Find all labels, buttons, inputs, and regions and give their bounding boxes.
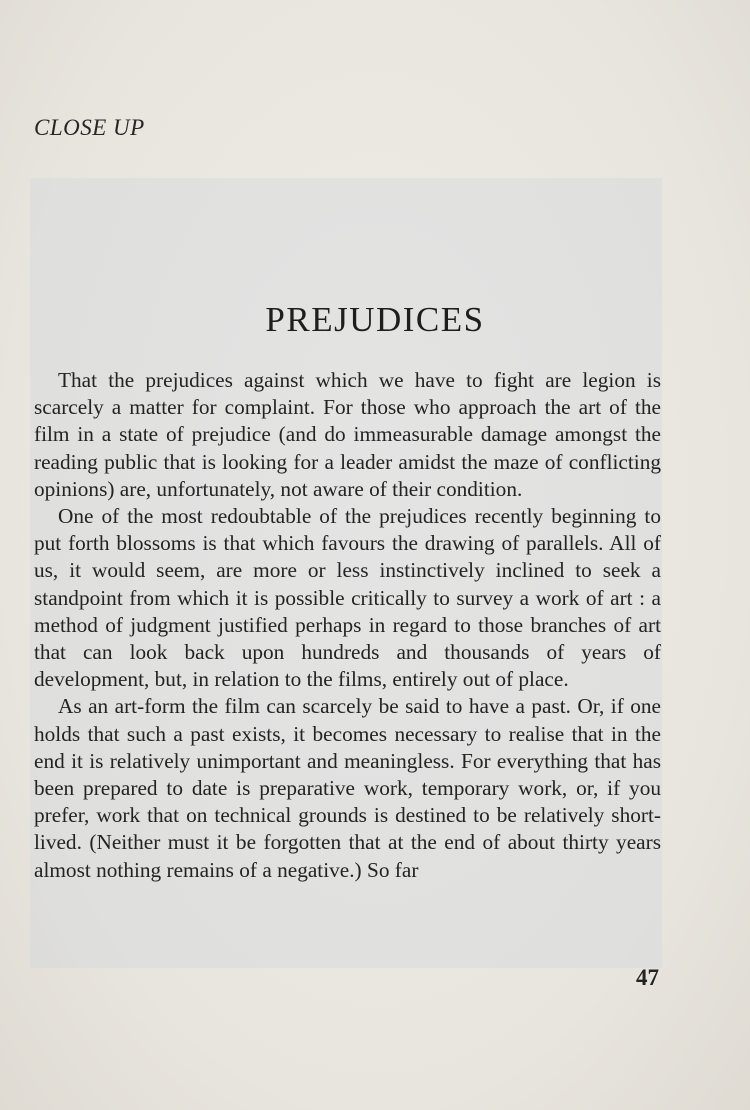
paragraph-1: That the prejudices against which we have to fight are legion is scarcely a matter for complaint. For those who approach the art of the film in a state of prejudice (and do immeasurable damage amongst the reading public that is looking for a leader amidst the maze of conflicting opinions) are, unfortunately, not aware of their condition. — [34, 368, 661, 501]
paragraph-2: One of the most redoubtable of the prejudices recently beginning to put forth blossoms is that which favours the drawing of parallels. All of us, it would seem, are more or less instinctively inclined to seek a standpoint from which it is possible critically to survey a work of art : a method of judgment justified perhaps in regard to those branches of art that can look back upon hundreds and thousands of years of development, but, in relation to the films, entirely out of place. — [34, 504, 661, 692]
chapter-title: PREJUDICES — [265, 300, 485, 339]
paragraph-3: As an art-form the film can scarcely be said to have a past. Or, if one holds that such a past exists, it becomes necessary to realise that in the end it is relatively unimportant and meaningless. For everything that has been prepared to date is preparative work, temporary work, or, if you prefer, work that on technical grounds is destined to be relatively short-lived. (Neither must it be forgotten that at the end of about thirty years almost nothing remains of a negative.) So far — [34, 694, 661, 882]
running-head: CLOSE UP — [34, 115, 145, 140]
page-number: 47 — [636, 965, 659, 990]
body-text — [34, 367, 661, 884]
